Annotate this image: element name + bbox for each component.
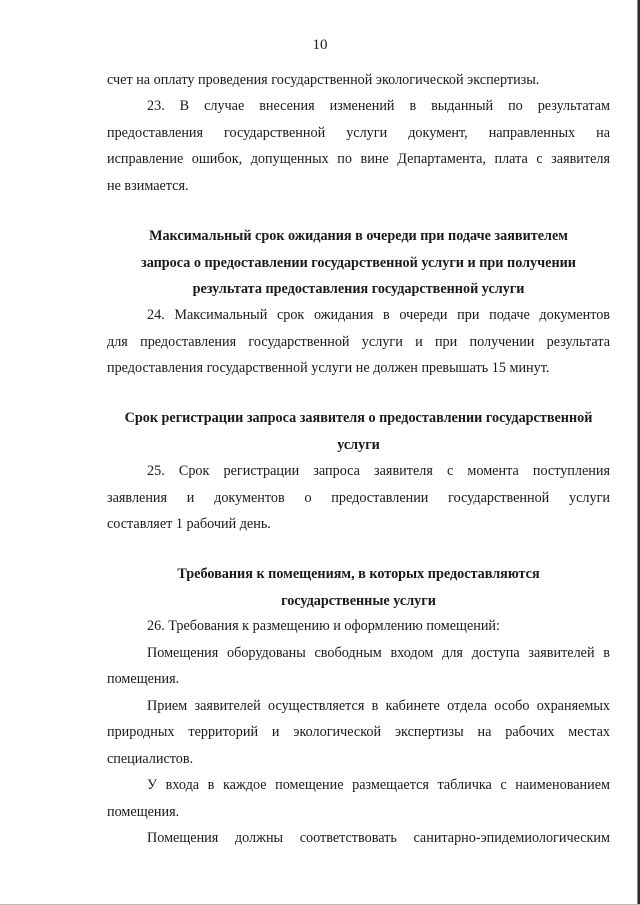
scan-edge-right-shadow xyxy=(637,0,638,905)
paragraph-27-line-1: Помещения оборудованы свободным входом для доступа заявителей в xyxy=(147,644,610,661)
paragraph-23-line-2: предоставления государственной услуги документ, направленных на xyxy=(107,124,610,141)
paragraph-continuation: счет на оплату проведения государственной экологической экспертизы. xyxy=(107,72,540,88)
section-heading-wait-time-line-2: запроса о предоставлении государственной услуги и при получении xyxy=(141,254,576,271)
page-number: 10 xyxy=(312,37,328,53)
section-heading-premises-line-1: Требования к помещениям, в которых предоставляются xyxy=(177,566,540,582)
section-heading-registration-line-1: Срок регистрации запроса заявителя о предоставлении государственной xyxy=(124,410,593,426)
paragraph-24-line-1: 24. Максимальный срок ожидания в очереди при подаче документов xyxy=(147,307,610,323)
paragraph-27-line-2: помещения. xyxy=(107,671,180,687)
paragraph-23-line-4: не взимается. xyxy=(107,177,189,194)
section-heading-premises-line-2: государственные услуги xyxy=(281,592,436,609)
paragraph-28-line-3: специалистов. xyxy=(107,750,194,767)
paragraph-23-line-3: исправление ошибок, допущенных по вине Департамента, плата с заявителя xyxy=(107,151,610,167)
paragraph-24-line-3: предоставления государственной услуги не должен превышать 15 минут. xyxy=(107,360,550,376)
paragraph-23-line-1: 23. В случае внесения изменений в выданный по результатам xyxy=(147,98,610,114)
paragraph-25-line-2: заявления и документов о предоставлении государственной услуги xyxy=(107,489,610,506)
section-heading-wait-time-line-3: результата предоставления государственной услуги xyxy=(192,281,525,297)
paragraph-29-line-1: У входа в каждое помещение размещается табличка с наименованием xyxy=(147,777,610,793)
paragraph-30-line-1: Помещения должны соответствовать санитарно-эпидемиологическим xyxy=(147,830,610,846)
paragraph-26: 26. Требования к размещению и оформлению помещений: xyxy=(147,618,500,634)
section-heading-wait-time-line-1: Максимальный срок ожидания в очереди при подаче заявителем xyxy=(149,228,568,244)
paragraph-24-line-2: для предоставления государственной услуги и при получении результата xyxy=(107,333,610,350)
paragraph-29-line-2: помещения. xyxy=(107,803,180,820)
paragraph-28-line-1: Прием заявителей осуществляется в кабинете отдела особо охраняемых xyxy=(147,697,610,714)
paragraph-25-line-1: 25. Срок регистрации запроса заявителя с момента поступления xyxy=(147,463,610,479)
paragraph-28-line-2: природных территорий и экологической экспертизы на рабочих местах xyxy=(107,724,610,740)
section-heading-registration-line-2: услуги xyxy=(337,436,380,453)
paragraph-25-line-3: составляет 1 рабочий день. xyxy=(107,516,271,532)
